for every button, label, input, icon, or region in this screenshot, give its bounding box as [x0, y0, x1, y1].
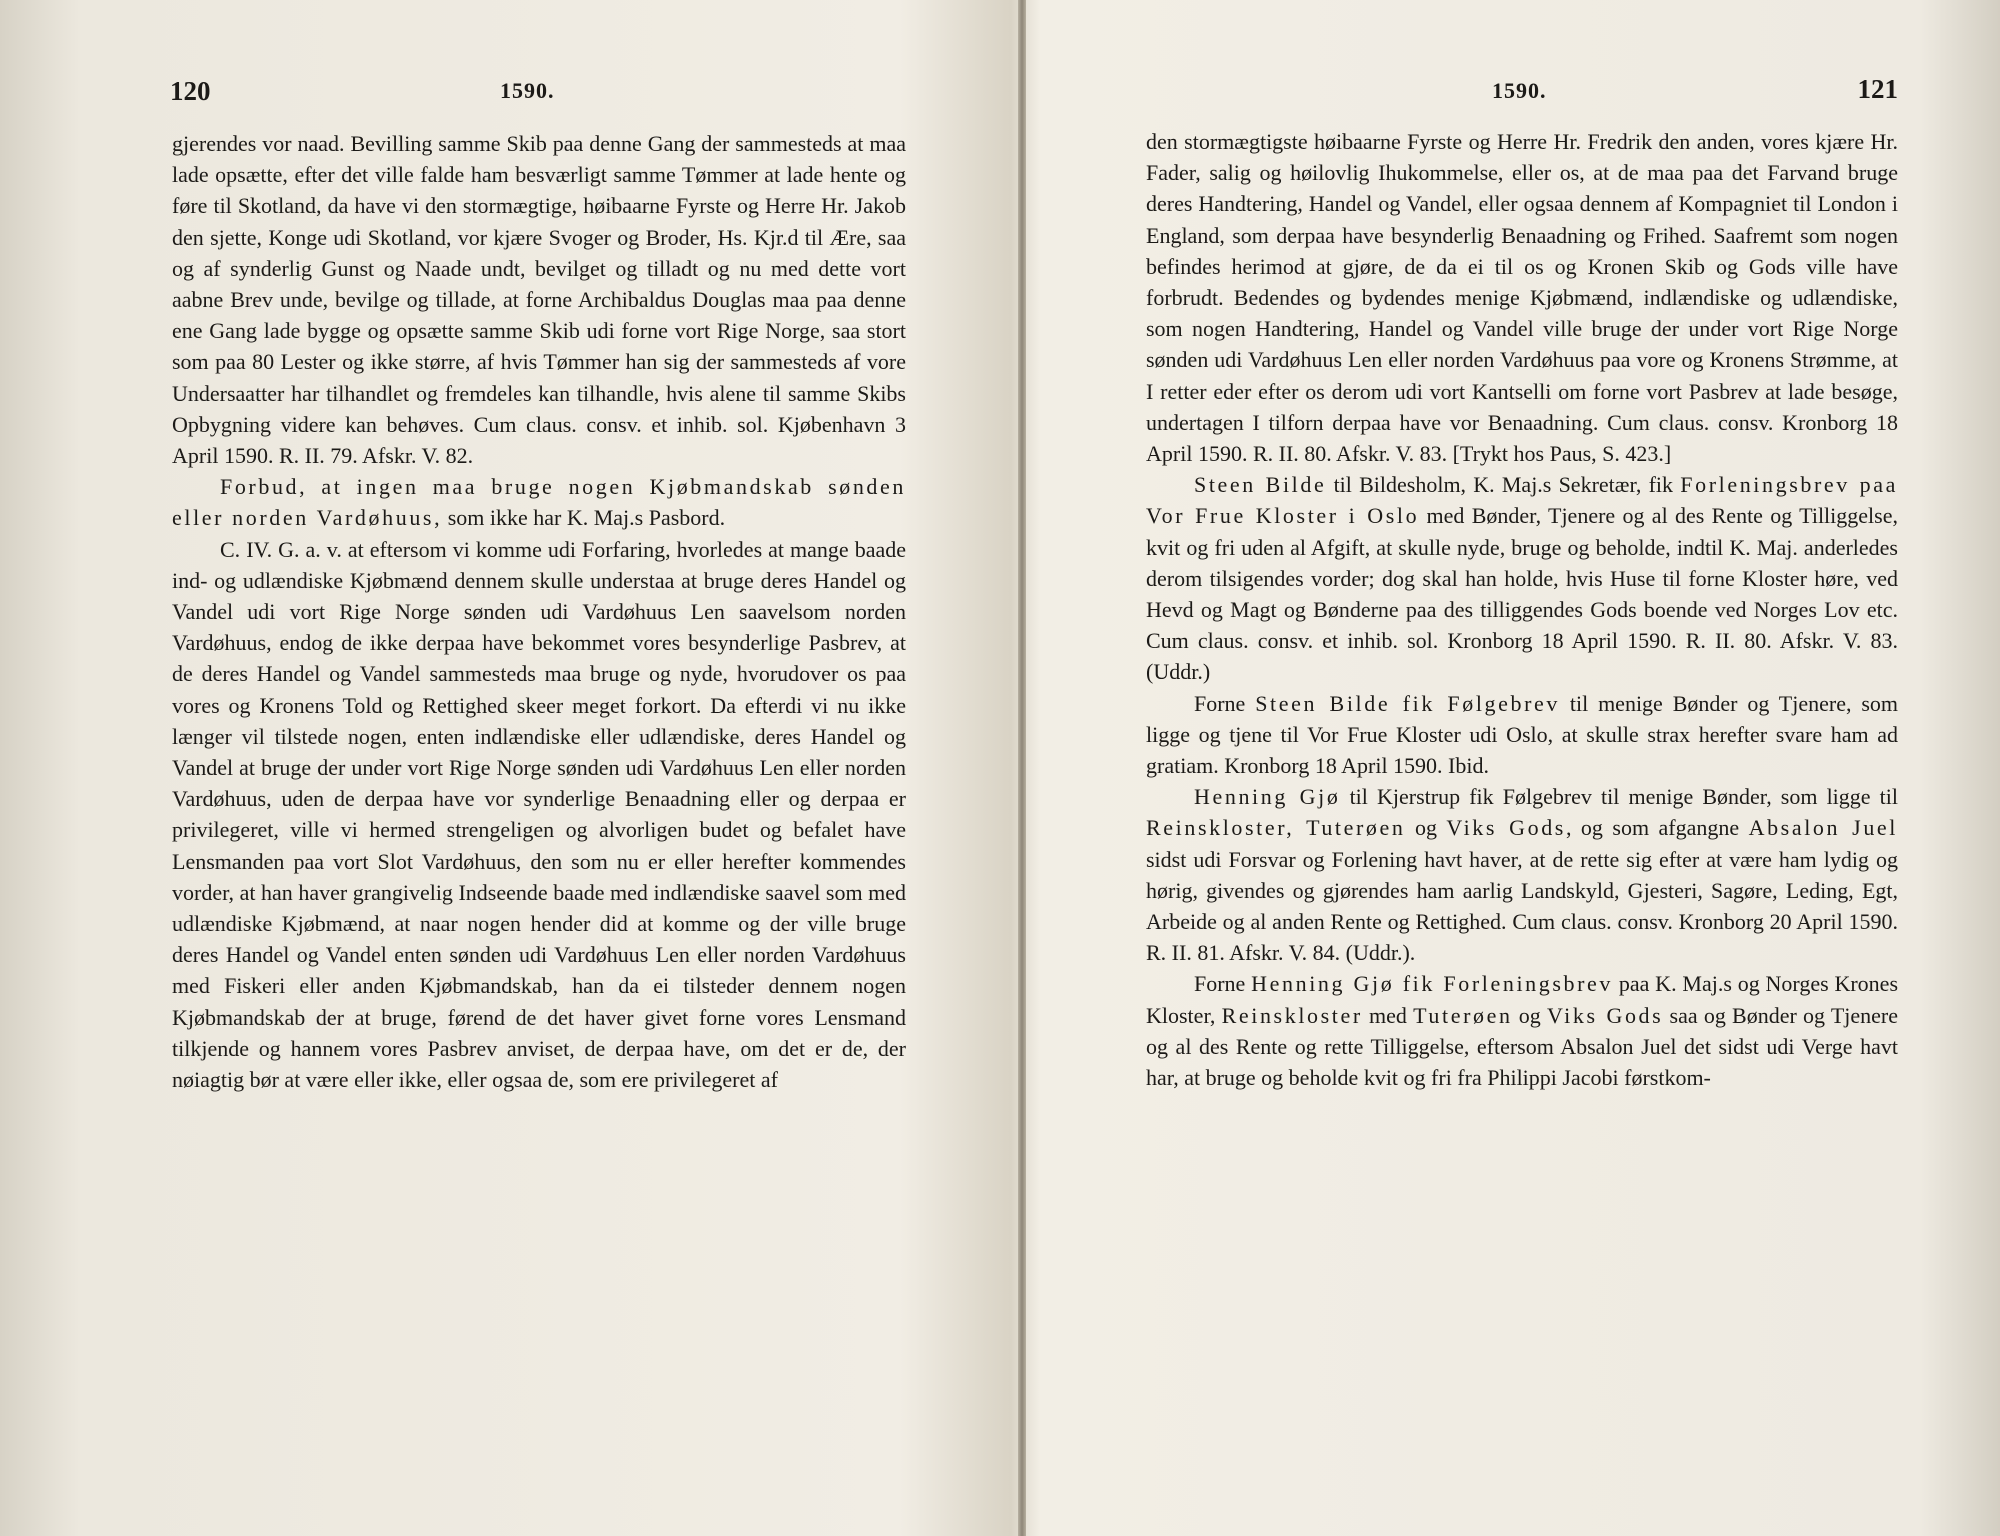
text-run: sidst udi Forsvar og Forlening havt haver, at de rette sig efter at være ham lydig og hørig, givendes og gjørendes ham aarlig Landskyld, Gjesteri, Sagøre, Leding, Egt, Arbeide og al anden Rente og Rettighed. Cum claus. consv. Kronborg 20 April 1590. R. II. 81. Afskr. V. 84. (Uddr.).: [1146, 846, 1898, 966]
paragraph: [172, 534, 906, 1096]
spaced-text-run: Tuterøen: [1413, 1002, 1513, 1028]
spaced-text-run: Henning Gjø: [1194, 784, 1341, 810]
text-run: til menige Bønder og Tjenere, som ligge og tjene til Vor Frue Kloster udi Oslo, at skulle strax herefter svare ham ad gratiam. Kronborg 18 April 1590. Ibid.: [1146, 690, 1899, 779]
paragraph: [1146, 469, 1898, 687]
page-number: 121: [1857, 74, 1898, 104]
right-page-body: [1146, 126, 1898, 1093]
right-page: [1026, 0, 2000, 1536]
left-page-body: [172, 128, 906, 1095]
running-head-year: 1590.: [1492, 78, 1547, 103]
spaced-text-run: Viks Gods: [1446, 815, 1566, 841]
text-run: paa K. Maj.s og Norges Krones Kloster,: [1146, 971, 1899, 1028]
text-run: til Kjerstrup fik Følgebrev til menige Bønder, som ligge til: [1340, 784, 1898, 810]
paragraph: [172, 471, 906, 533]
text-run: med: [1362, 1002, 1414, 1028]
text-run: og: [1512, 1002, 1547, 1028]
spaced-text-run: Absalon Juel: [1748, 815, 1899, 841]
text-run: gjerendes vor naad. Bevilling samme Skib paa denne Gang der sammesteds at maa lade opsætte, efter det ville falde ham besværligt samme Tømmer at lade hente og føre til Skotland, da have vi den stormægtige, høibaarne Fyrste og Herre Hr. Jakob den sjette, Konge udi Skotland, vor kjære Svoger og Broder, Hs. Kjr.d til Ære, saa og af synderlig Gunst og Naade undt, bevilget og tilladt og nu med dette vort aabne Brev unde, bevilge og tillade, at forne Archibaldus Douglas maa paa denne ene Gang lade bygge og opsætte samme Skib udi forne vort Rige Norge, saa stort som paa 80 Lester og ikke større, af hvis Tømmer han sig der sammesteds af vore Undersaatter har tilhandlet og fremdeles kan tilhandle, hvis alene til samme Skibs Opbygning videre kan behøves. Cum claus. consv. et inhib. sol. Kjøbenhavn 3 April 1590. R. II. 79. Afskr. V. 82.: [172, 131, 906, 469]
text-run: og: [1405, 815, 1447, 841]
paragraph: [1146, 781, 1898, 968]
text-run: som ikke har K. Maj.s Pasbord.: [442, 505, 726, 531]
book-gutter: [1018, 0, 1026, 1536]
running-head-year: 1590.: [500, 78, 555, 103]
spaced-text-run: Viks Gods: [1547, 1002, 1664, 1028]
text-run: saa og Bønder og Tjenere og al des Rente og rette Tilliggelse, eftersom Absalon Juel det sidst udi Verge havt har, at bruge og beholde kvit og fri fra Philippi Jacobi førstkom-: [1146, 1002, 1899, 1091]
spaced-text-run: Reinskloster, Tuterøen: [1146, 815, 1406, 841]
text-run: Forne: [1194, 690, 1256, 716]
paragraph: [1146, 968, 1898, 1093]
spaced-text-run: Steen Bilde: [1194, 472, 1327, 498]
spaced-text-run: Forbud, at ingen maa bruge nogen Kjøbmandskab sønden eller norden Vardøhuus,: [172, 474, 906, 531]
text-run: Forne: [1194, 971, 1252, 997]
right-page-header: [1144, 72, 1898, 112]
text-run: med Bønder, Tjenere og al des Rente og Tilliggelse, kvit og fri uden al Afgift, at skulle nyde, bruge og beholde, indtil K. Maj. anderledes derom tilsigendes vorder; dog skal han holde, hvis Huse til forne Kloster høre, ved Hevd og Magt og Bønderne paa des tilliggendes Gods boende ved Norges Lov etc. Cum claus. consv. et inhib. sol. Kronborg 18 April 1590. R. II. 80. Afskr. V. 83. (Uddr.): [1146, 503, 1898, 685]
text-run: den stormægtigste høibaarne Fyrste og Herre Hr. Fredrik den anden, vores kjære Hr. Fader, salig og høilovlig Ihukommelse, eller os, at de maa paa det Farvand bruge deres Handtering, Handel og Vandel, eller ogsaa dennem af Kompagniet til London i England, som derpaa have besynderlig Benaadning og Frihed. Saafremt som nogen befindes herimod at gjøre, de da ei til os og Kronen Skib og Gods ville have forbrudt. Bedendes og bydendes menige Kjøbmænd, indlændiske og udlændiske, som nogen Handtering, Handel og Vandel ville bruge der under vort Rige Norge sønden udi Vardøhuus Len eller norden Vardøhuus paa vore og Kronens Strømme, at I retter eder efter os derom udi vort Kantselli om forne vort Pasbrev at lade besøge, undertagen I tilforn derpaa have vor Benaadning. Cum claus. consv. Kronborg 18 April 1590. R. II. 80. Afskr. V. 83. [Trykt hos Paus, S. 423.]: [1146, 129, 1898, 467]
text-run: , og som afgangne: [1565, 815, 1749, 841]
spaced-text-run: Forleningsbrev paa Vor Frue Kloster i Oslo: [1146, 472, 1899, 529]
paragraph: [1146, 126, 1898, 469]
text-run: til Bildesholm, K. Maj.s Sekretær, fik: [1326, 472, 1681, 498]
spaced-text-run: Steen Bilde fik Følgebrev: [1255, 690, 1560, 716]
paragraph: [172, 128, 906, 471]
page-number: 120: [170, 76, 211, 106]
paragraph: [1146, 688, 1898, 782]
text-run: C. IV. G. a. v. at eftersom vi komme udi Forfaring, hvorledes at mange baade ind- og udlændiske Kjøbmænd dennem skulle understaa at bruge deres Handel og Vandel udi vort Rige Norge sønden udi Vardøhuus Len saavelsom norden Vardøhuus, endog de ikke derpaa have bekommet vores besynderlige Pasbrev, at de deres Handel og Vandel sammesteds maa bruge og nyde, hvorudover os paa vores og Kronens Told og Rettighed skeer meget forkort. Da efterdi vi nu ikke længer vil tilstede nogen, enten indlændiske eller udlændiske, deres Handel og Vandel at bruge der under vort Rige Norge sønden udi Vardøhuus Len eller norden Vardøhuus, uden de derpaa have vor synderlige Benaadning eller og derpaa er privilegeret, ville vi hermed strengeligen og alvorligen budet og befalet have Lensmanden paa vort Slot Vardøhuus, den som nu er eller herefter kommendes vorder, at han haver grangivelig Indseende baade med indlændiske saavel som med udlændiske Kjøbmænd, at naar nogen hender did at komme og der ville bruge deres Handel og Vandel enten sønden udi Vardøhuus Len eller norden Vardøhuus med Fiskeri eller anden Kjøbmandskab, han da ei tilsteder dennem nogen Kjøbmandskab der at bruge, førend de det haver givet forne vores Lensmand tilkjende og hannem vores Pasbrev anviset, de derpaa have, om det er de, der nøiagtig bør at være eller ikke, eller ogsaa de, som ere privilegeret af: [172, 536, 906, 1093]
spaced-text-run: Reinskloster: [1221, 1002, 1363, 1028]
left-page-header: [170, 72, 915, 112]
spaced-text-run: Henning Gjø fik Forleningsbrev: [1251, 971, 1614, 997]
